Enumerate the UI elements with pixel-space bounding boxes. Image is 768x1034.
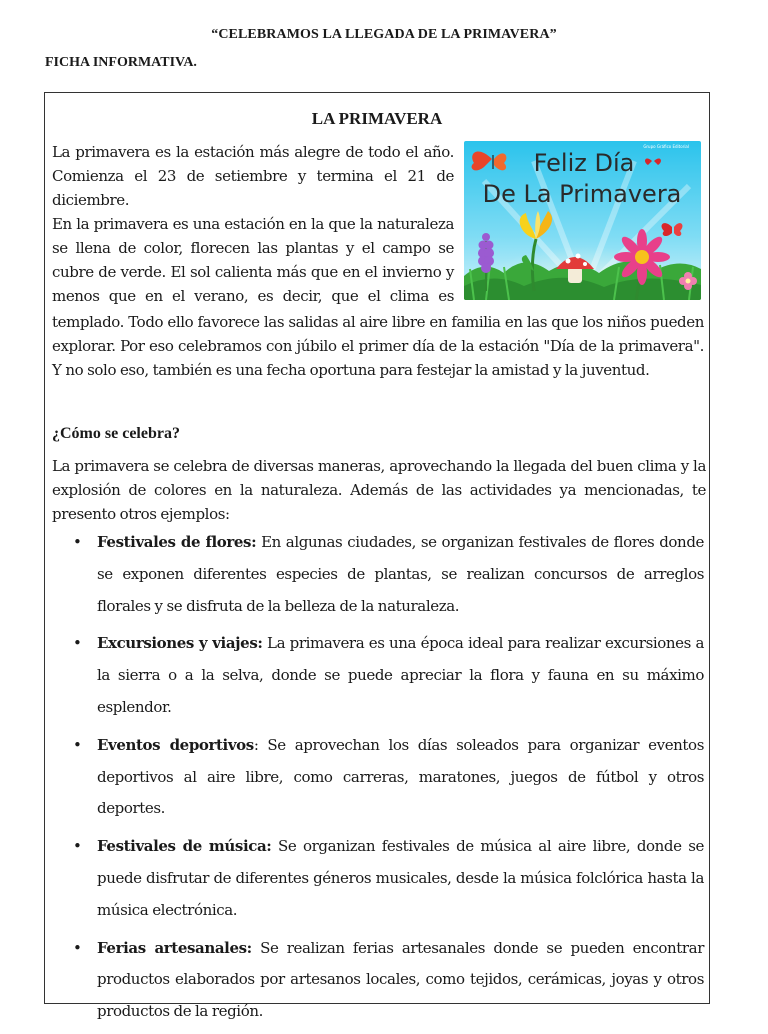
list-item — [52, 628, 704, 723]
list-item-text: En algunas ciudades, se organizan festivales de flores donde se exponen diferentes especies de plantas, se realizan concursos de arreglos florales y se disfruta de la belleza de la naturaleza. — [97, 533, 704, 615]
intro-paragraph-2-rest: templado. Todo ello favorece las salidas al aire libre en familia en las que los niños pueden explorar. Por eso celebramos con júbilo el primer día de la estación "Día de la primavera". Y no solo eso, también es una fecha oportuna para festejar la amistad y la juventud. — [52, 313, 704, 379]
list-item-text: : Se aprovechan los días soleados para organizar eventos deportivos al aire libre, como carreras, maratones, juegos de fútbol y otros deportes. — [97, 735, 704, 818]
intro-paragraph-1: La primavera es la estación más alegre de todo el año. Comienza el 23 de setiembre y termina el 21 de diciembre. — [52, 143, 454, 209]
list-item-title: Ferias artesanales: — [97, 938, 252, 957]
bullet-icon: • — [73, 735, 82, 754]
list-item — [52, 730, 704, 825]
poster-line-1: Feliz Día — [533, 149, 635, 177]
intro-paragraph-2-start: En la primavera es una estación en la que la naturaleza se llena de color, florecen las plantas y el campo se cubre de verde. El sol calienta más que en el invierno y menos que en el verano, es decir, que el clima es — [52, 215, 454, 305]
intro-text-beside-image — [52, 140, 454, 308]
document-title: “CELEBRAMOS LA LLEGADA DE LA PRIMAVERA” — [211, 27, 557, 42]
poster-publisher: Grupo Gráfico Editorial — [643, 144, 689, 149]
list-item-title: Festivales de flores: — [97, 533, 257, 551]
bullet-icon: • — [73, 634, 82, 653]
celebration-list — [52, 527, 704, 1034]
celebration-heading: ¿Cómo se celebra? — [52, 425, 180, 442]
poster-line-2: De La Primavera — [482, 180, 682, 208]
list-item-title: Excursiones y viajes: — [97, 634, 263, 653]
bullet-icon: • — [73, 533, 82, 551]
list-item — [52, 527, 704, 622]
document-subtitle: FICHA INFORMATIVA. — [45, 55, 197, 70]
bullet-icon: • — [73, 938, 82, 957]
bullet-icon: • — [73, 837, 82, 856]
list-item-text: Se organizan festivales de música al aire libre, donde se puede disfrutar de diferentes géneros musicales, desde la música folclórica hasta la música electrónica. — [97, 837, 704, 919]
list-item — [52, 831, 704, 926]
list-item-text: La primavera es una época ideal para realizar excursiones a la sierra o a la selva, donde se puede apreciar la flora y fauna en su máximo esplendor. — [97, 634, 704, 716]
list-item-title: Eventos deportivos — [97, 735, 254, 754]
celebration-intro: La primavera se celebra de diversas maneras, aprovechando la llegada del buen clima y la explosión de colores en la naturaleza. Además de las actividades ya mencionadas, te presento otros ejemplos: — [52, 457, 706, 523]
list-item — [52, 933, 704, 1028]
spring-poster-image — [464, 141, 701, 300]
section-title: LA PRIMAVERA — [311, 109, 443, 128]
list-item-title: Festivales de música: — [97, 837, 272, 856]
list-item-text: Se realizan ferias artesanales donde se pueden encontrar productos elaborados por artesanos locales, como tejidos, cerámicas, joyas y otros productos de la región. — [97, 938, 704, 1021]
